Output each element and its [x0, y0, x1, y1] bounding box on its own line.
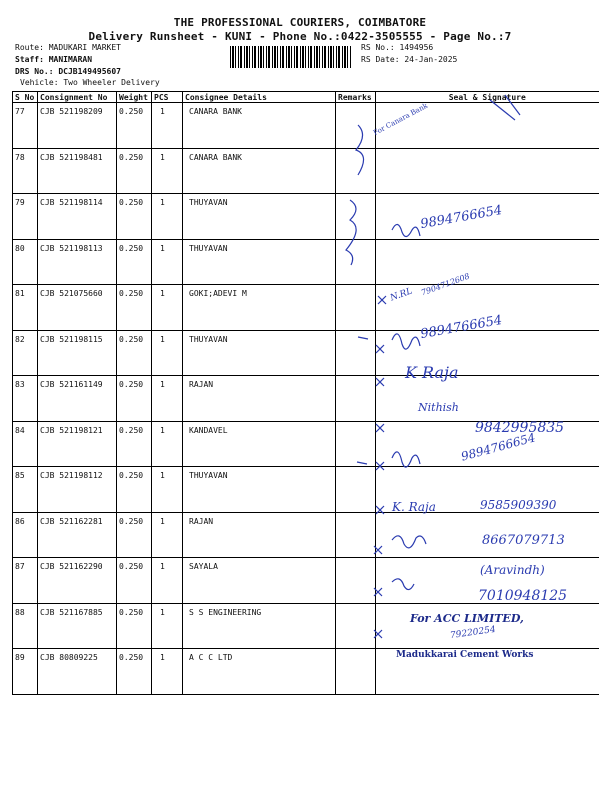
handwritten-phone: 8667079713: [482, 533, 565, 548]
cell-sno: 82: [13, 330, 38, 376]
cell-consignee: THUYAVAN: [183, 467, 336, 513]
handwritten-phone: 7904712608: [419, 271, 471, 298]
cell-weight: 0.250: [117, 649, 152, 695]
col-signature-header: Seal & Signature: [376, 92, 599, 103]
cell-pcs: 1: [152, 558, 183, 604]
col-remarks-header: Remarks: [336, 92, 376, 103]
cell-consignment: CJB 521162281: [38, 512, 117, 558]
cell-consignment: CJB 521161149: [38, 376, 117, 422]
cell-weight: 0.250: [117, 558, 152, 604]
cell-weight: 0.250: [117, 376, 152, 422]
cell-pcs: 1: [152, 649, 183, 695]
signature-stroke: [392, 452, 420, 467]
cell-consignment: CJB 80809225: [38, 649, 117, 695]
cell-pcs: 1: [152, 285, 183, 331]
signature-stroke: [392, 334, 420, 349]
cross-mark: [376, 424, 384, 432]
cell-consignment: CJB 521162290: [38, 558, 117, 604]
cell-consignee: GOKI;ADEVI M: [183, 285, 336, 331]
cell-sno: 86: [13, 512, 38, 558]
staff-label: Staff: MANIMARAN: [15, 55, 93, 64]
cell-sno: 85: [13, 467, 38, 513]
cell-weight: 0.250: [117, 467, 152, 513]
seal-arrow-stroke: [490, 95, 520, 120]
cell-weight: 0.250: [117, 421, 152, 467]
cell-consignee: S S ENGINEERING: [183, 603, 336, 649]
col-weight-header: Weight: [117, 92, 152, 103]
cell-sno: 88: [13, 603, 38, 649]
cross-mark: [376, 506, 384, 514]
cell-sno: 78: [13, 148, 38, 194]
cross-mark: [376, 462, 384, 470]
canara-bank-stamp: For Canara Bank: [372, 101, 429, 138]
cell-pcs: 1: [152, 512, 183, 558]
cell-weight: 0.250: [117, 194, 152, 240]
signature-stroke: [392, 224, 420, 236]
handwritten-phone: 9842995835: [475, 420, 565, 436]
col-sno-header: S No: [13, 92, 38, 103]
cell-pcs: 1: [152, 239, 183, 285]
col-consignment-header: Consignment No: [38, 92, 117, 103]
dash-mark: [358, 337, 368, 339]
cross-mark: [374, 546, 382, 554]
handwritten-phone: 9894766654: [419, 312, 504, 343]
cell-consignment: CJB 521198113: [38, 239, 117, 285]
cell-consignment: CJB 521198209: [38, 103, 117, 149]
cell-consignee: RAJAN: [183, 512, 336, 558]
dash-mark: [357, 462, 367, 464]
handwritten-name: K Raja: [405, 363, 459, 382]
cell-sno: 83: [13, 376, 38, 422]
handwritten-name: N.RL: [388, 286, 414, 304]
cell-sno: 77: [13, 103, 38, 149]
cell-consignee: THUYAVAN: [183, 239, 336, 285]
cell-consignment: CJB 521075660: [38, 285, 117, 331]
handwritten-name: Nithish: [418, 401, 459, 414]
cross-mark: [378, 296, 386, 304]
rs-date: RS Date: 24-Jan-2025: [361, 55, 458, 64]
cell-pcs: 1: [152, 103, 183, 149]
cell-consignee: A C C LTD: [183, 649, 336, 695]
company-title: THE PROFESSIONAL COURIERS, COIMBATORE: [173, 16, 427, 29]
cell-consignee: RAJAN: [183, 376, 336, 422]
cell-weight: 0.250: [117, 330, 152, 376]
cell-pcs: 1: [152, 148, 183, 194]
cell-consignee: THUYAVAN: [183, 194, 336, 240]
cell-weight: 0.250: [117, 148, 152, 194]
cell-consignment: CJB 521198115: [38, 330, 117, 376]
cell-pcs: 1: [152, 376, 183, 422]
cell-pcs: 1: [152, 330, 183, 376]
cross-mark: [374, 630, 382, 638]
handwritten-phone: 79220254: [449, 624, 497, 642]
route-label: Route: MADUKARI MARKET: [15, 43, 121, 52]
acc-stamp: For ACC LIMITED,: [410, 612, 524, 625]
cell-weight: 0.250: [117, 512, 152, 558]
cell-consignment: CJB 521198481: [38, 148, 117, 194]
cell-pcs: 1: [152, 467, 183, 513]
cell-consignee: CANARA BANK: [183, 148, 336, 194]
cell-weight: 0.250: [117, 239, 152, 285]
cell-weight: 0.250: [117, 285, 152, 331]
col-pcs-header: PCS: [152, 92, 183, 103]
cross-mark: [376, 378, 384, 386]
cell-sno: 79: [13, 194, 38, 240]
cell-consignment: CJB 521198112: [38, 467, 117, 513]
cross-mark: [374, 588, 382, 596]
cell-consignment: CJB 521198121: [38, 421, 117, 467]
cell-pcs: 1: [152, 194, 183, 240]
cell-pcs: 1: [152, 603, 183, 649]
cell-consignee: SAYALA: [183, 558, 336, 604]
cell-consignment: CJB 521198114: [38, 194, 117, 240]
cell-pcs: 1: [152, 421, 183, 467]
cross-mark: [376, 345, 384, 353]
cell-sno: 80: [13, 239, 38, 285]
cell-weight: 0.250: [117, 603, 152, 649]
cell-sno: 84: [13, 421, 38, 467]
drs-number: DRS No.: DCJB149495607: [15, 67, 121, 76]
handwritten-phone: 9894766654: [459, 430, 537, 464]
remark-scribble: [346, 200, 356, 265]
signature-stroke: [392, 579, 414, 590]
cell-consignee: KANDAVEL: [183, 421, 336, 467]
cell-sno: 81: [13, 285, 38, 331]
cell-consignee: THUYAVAN: [183, 330, 336, 376]
handwritten-phone: 9585909390: [480, 498, 557, 512]
vehicle-label: Vehicle: Two Wheeler Delivery: [20, 78, 160, 87]
handwritten-phone: 7010948125: [478, 588, 568, 604]
signature-stroke: [392, 536, 426, 548]
cell-consignee: CANARA BANK: [183, 103, 336, 149]
rs-number: RS No.: 1494956: [361, 43, 434, 52]
handwritten-name: K. Raja: [392, 500, 436, 514]
cell-sno: 87: [13, 558, 38, 604]
cell-sno: 89: [13, 649, 38, 695]
handwritten-phone: 9894766654: [419, 202, 504, 233]
runsheet-subtitle: Delivery Runsheet - KUNI - Phone No.:0422-3505555 - Page No.:7: [88, 30, 512, 43]
handwritten-name: (Aravindh): [480, 563, 545, 577]
cell-weight: 0.250: [117, 103, 152, 149]
remark-scribble: [356, 125, 364, 175]
col-consignee-header: Consignee Details: [183, 92, 336, 103]
footer-stamp: Madukkarai Cement Works: [396, 650, 534, 660]
cell-consignment: CJB 521167885: [38, 603, 117, 649]
